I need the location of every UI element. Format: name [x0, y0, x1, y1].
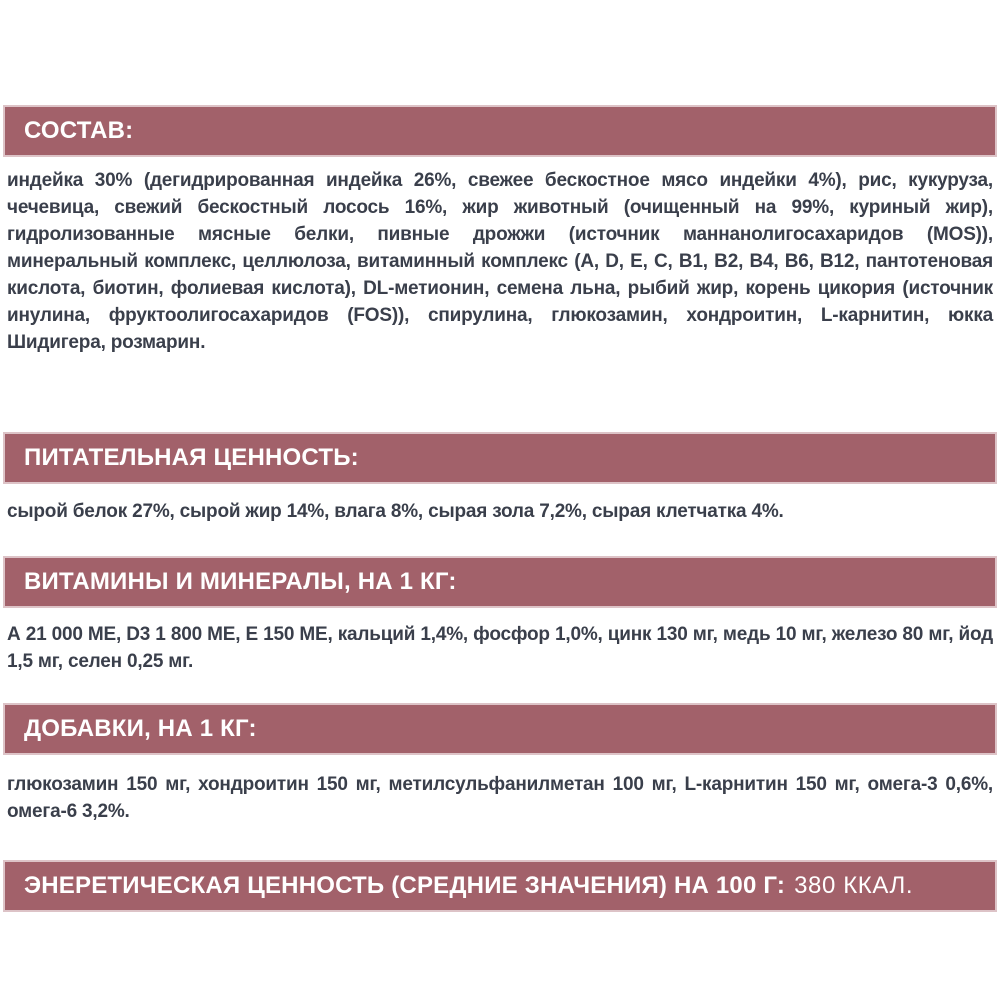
energy-title: ЭНЕРЕТИЧЕСКАЯ ЦЕННОСТЬ (СРЕДНИЕ ЗНАЧЕНИЯ) НА 100 Г:: [24, 872, 786, 899]
section-energy: [0, 860, 1000, 912]
energy-value: 380 ККАЛ.: [794, 872, 914, 899]
section-nutrition: [0, 432, 1000, 525]
energy-header-bar: [3, 860, 997, 912]
vitamins-title: ВИТАМИНЫ И МИНЕРАЛЫ, НА 1 КГ:: [24, 568, 457, 595]
vitamins-header-bar: [3, 556, 997, 608]
section-additives: [0, 703, 1000, 825]
section-vitamins-minerals: [0, 556, 1000, 675]
additives-header-bar: [3, 703, 997, 755]
additives-body-text: глюкозамин 150 мг, хондроитин 150 мг, метилсульфанилметан 100 мг, L-карнитин 150 мг, омега-3 0,6%, омега-6 3,2%.: [7, 774, 993, 822]
section-composition: [0, 105, 1000, 356]
composition-header-bar: [3, 105, 997, 157]
composition-title: СОСТАВ:: [24, 117, 134, 144]
nutrition-header-bar: [3, 432, 997, 484]
nutrition-body-text: сырой белок 27%, сырой жир 14%, влага 8%, сырая зола 7,2%, сырая клетчатка 4%.: [7, 501, 784, 522]
composition-body-text: индейка 30% (дегидрированная индейка 26%, свежее бескостное мясо индейки 4%), рис, кукуруза, чечевица, свежий бескостный лосось 16%, жир животный (очищенный на 99%, куриный жир), гидролизованные мясные белки, пивные дрожжи (источник маннанолигосахаридов (MOS)), минеральный комплекс, целлюлоза, витаминный комплекс (A, D, E, C, B1, B2, B4, B6, B12, пантотеновая кислота, биотин, фолиевая кислота), DL-метионин, семена льна, рыбий жир, корень цикория (источник инулина, фруктоолигосахаридов (FOS)), спирулина, глюкозамин, хондроитин, L-карнитин, юкка Шидигера, розмарин.: [7, 170, 993, 353]
vitamins-body-text: А 21 000 МЕ, D3 1 800 МЕ, Е 150 МЕ, кальций 1,4%, фосфор 1,0%, цинк 130 мг, медь 10 мг, железо 80 мг, йод 1,5 мг, селен 0,25 мг.: [7, 624, 993, 672]
nutrition-title: ПИТАТЕЛЬНАЯ ЦЕННОСТЬ:: [24, 444, 359, 471]
additives-title: ДОБАВКИ, НА 1 КГ:: [24, 715, 257, 742]
